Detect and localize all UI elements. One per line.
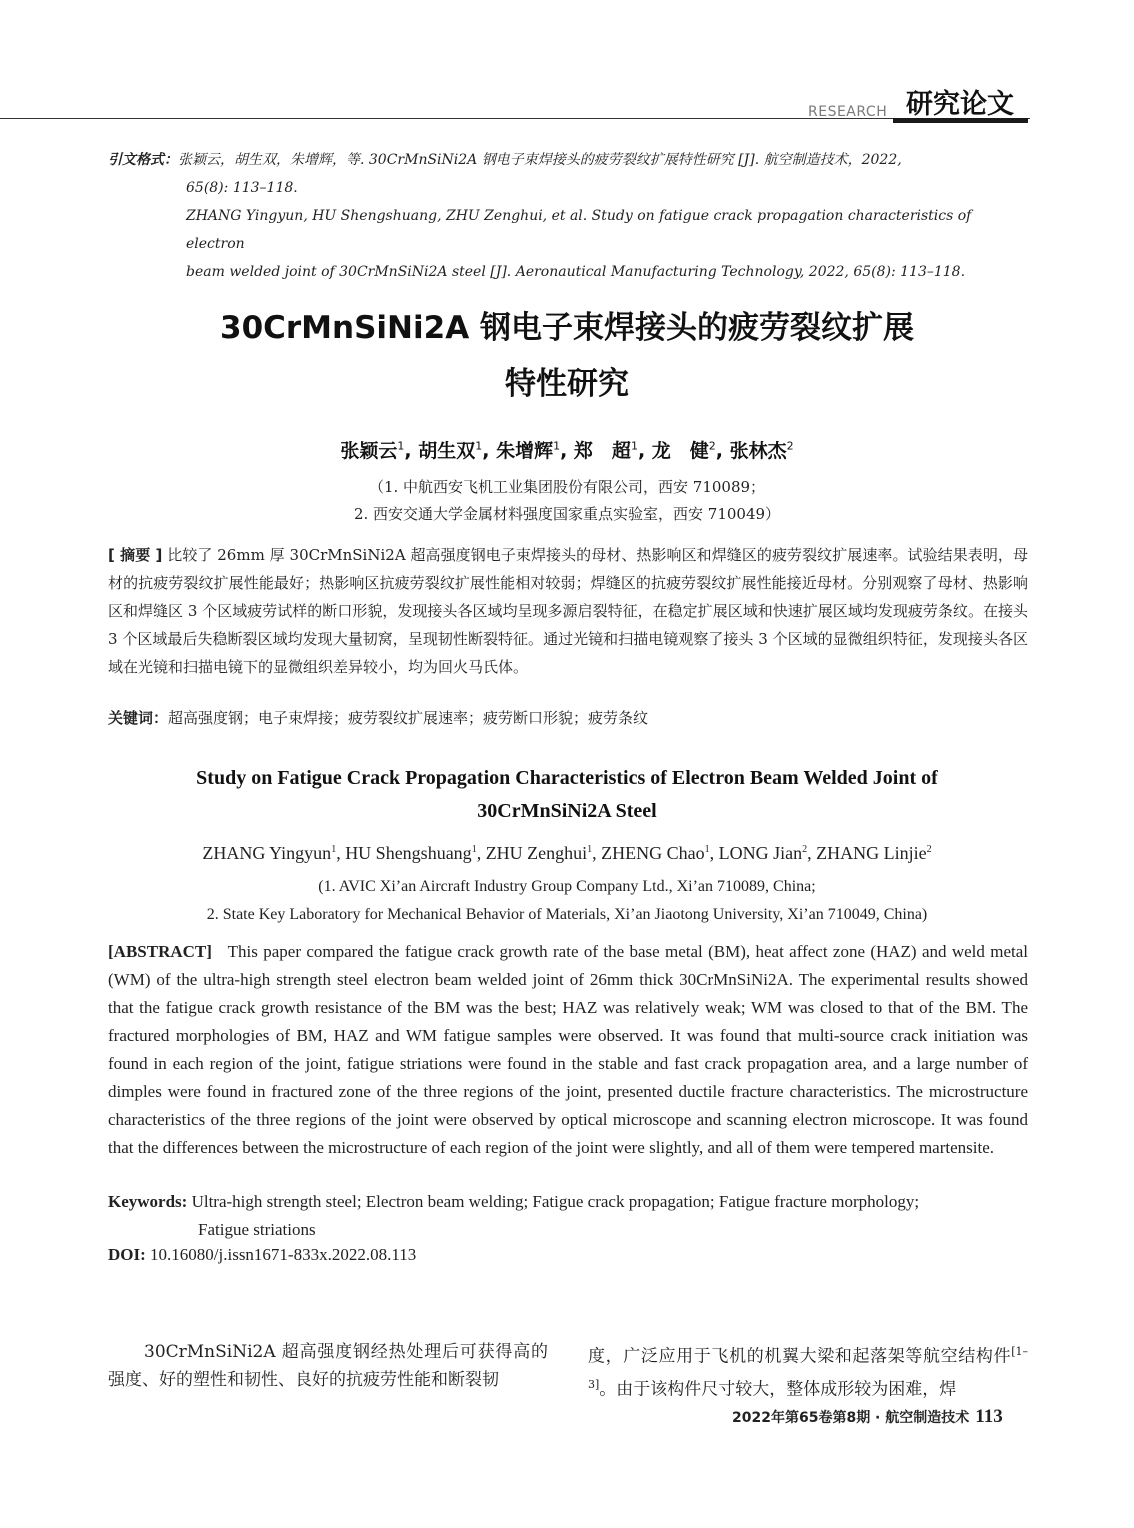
- cn-author: 朱增辉: [496, 440, 554, 462]
- page-number: 113: [975, 1406, 1003, 1427]
- cn-authors: 张颖云$^1$, 胡生双$^1$, 朱增辉$^1$, 郑 超$^1$, 龙 健$^2$, 张林杰$^2$: [340, 439, 794, 462]
- citation-cn-line2: 65(8): 113–118.: [186, 180, 298, 196]
- cn-keywords-text: 超高强度钢；电子束焊接；疲劳裂纹扩展速率；疲劳断口形貌；疲劳条纹: [168, 709, 649, 727]
- citation-en-line1: ZHANG Yingyun, HU Shengshuang, ZHU Zenghui, et al. Study on fatigue crack propagation characteristics of electron: [186, 208, 972, 252]
- en-author-aff: 2: [802, 844, 808, 855]
- en-affiliations: [0, 873, 1134, 929]
- en-author-aff: 1: [587, 844, 593, 855]
- en-author-aff: 1: [331, 844, 337, 855]
- en-author: ZHANG Linjie: [816, 843, 927, 863]
- en-author: HU Shengshuang: [345, 843, 472, 863]
- en-author-aff: 1: [471, 844, 477, 855]
- cn-author-aff: 1: [630, 439, 638, 453]
- en-title-line1: Study on Fatigue Crack Propagation Characteristics of Electron Beam Welded Joint of: [196, 767, 938, 789]
- citation-cn-line1: 张颖云，胡生双，朱增辉，等. 30CrMnSiNi2A 钢电子束焊接头的疲劳裂纹扩展特性研究 [J]. 航空制造技术，2022,: [178, 152, 902, 168]
- body-col2-text-a: 度，广泛应用于飞机的机翼大梁和起落架等航空结构件: [588, 1346, 1012, 1367]
- cn-author-aff: 1: [397, 439, 405, 453]
- cn-keywords: [108, 707, 1028, 728]
- en-abstract-label: [ABSTRACT]: [108, 942, 212, 961]
- citation-label: 引文格式：: [108, 152, 178, 168]
- cn-author-aff: 2: [786, 439, 794, 453]
- en-author: ZHU Zenghui: [485, 843, 588, 863]
- en-keywords: [108, 1188, 1028, 1244]
- citation-en-line2: beam welded joint of 30CrMnSiNi2A steel [J]. Aeronautical Manufacturing Technology, 2022, 65(8): 113–118.: [186, 264, 966, 280]
- en-aff-line2: 2. State Key Laboratory for Mechanical Behavior of Materials, Xi’an Jiaotong University, Xi’an 710049, China): [206, 906, 928, 923]
- en-author-aff: 1: [704, 844, 710, 855]
- doi-value[interactable]: 10.16080/j.issn1671-833x.2022.08.113: [150, 1245, 417, 1264]
- doi-label: DOI:: [108, 1245, 146, 1264]
- cn-abstract-label: [ 摘要 ]: [108, 546, 163, 564]
- cn-aff-line1: （1. 中航西安飞机工业集团股份有限公司，西安 710089；: [368, 478, 766, 496]
- section-label-cn: 研究论文: [906, 89, 1014, 120]
- cn-title: [0, 300, 1134, 412]
- cn-abstract: [108, 541, 1028, 681]
- cn-author: 胡生双: [418, 440, 476, 462]
- body-column-right: [588, 1338, 1028, 1403]
- cn-title-line1: 30CrMnSiNi2A 钢电子束焊接头的疲劳裂纹扩展: [220, 310, 914, 346]
- en-keywords-label: Keywords:: [108, 1192, 188, 1211]
- en-aff-line1: (1. AVIC Xi’an Aircraft Industry Group Company Ltd., Xi’an 710089, China;: [318, 878, 816, 895]
- footer-journal: 2022年第65卷第8期 · 航空制造技术: [732, 1410, 970, 1426]
- cn-author: 龙 健: [651, 440, 709, 462]
- cn-aff-line2: 2. 西安交通大学金属材料强度国家重点实验室，西安 710049）: [353, 505, 781, 523]
- en-abstract: [108, 938, 1028, 1162]
- cn-author-aff: 1: [475, 439, 483, 453]
- body-col2-text-b: 。由于该构件尺寸较大，整体成形较为困难，焊: [599, 1379, 957, 1400]
- en-keywords-line2: Fatigue striations: [198, 1220, 316, 1239]
- doi: [108, 1245, 416, 1265]
- en-title: [0, 762, 1134, 828]
- en-author-aff: 2: [926, 844, 932, 855]
- en-keywords-line1: Ultra-high strength steel; Electron beam welding; Fatigue crack propagation; Fatigue fracture morphology;: [191, 1192, 920, 1211]
- en-author: ZHENG Chao: [601, 843, 705, 863]
- cn-author: 郑 超: [573, 440, 631, 462]
- cn-author-aff: 2: [708, 439, 716, 453]
- cn-author: 张颖云: [340, 440, 398, 462]
- en-title-line2: 30CrMnSiNi2A Steel: [477, 800, 657, 822]
- en-author: LONG Jian: [718, 843, 803, 863]
- section-label-en: RESEARCH: [808, 104, 888, 120]
- cn-author: 张林杰: [729, 440, 787, 462]
- en-authors: ZHANG Yingyun$^1$, HU Shengshuang$^1$, ZHU Zenghui$^1$, ZHENG Chao$^1$, LONG Jian$^2$, ZHANG Linjie$^2$: [202, 843, 932, 863]
- body-column-left: [108, 1338, 548, 1394]
- en-abstract-text: This paper compared the fatigue crack growth rate of the base metal (BM), heat affect zone (HAZ) and weld metal (WM) of the ultra-high strength steel electron beam welded joint of 26mm thick 30CrMnSiNi2A. The experimental results showed that the fatigue crack growth resistance of the BM was the best; HAZ was relatively weak; WM was closed to that of the BM. The fractured morphologies of BM, HAZ and WM fatigue samples were observed. It was found that multi-source crack initiation was found in each region of the joint, fatigue striations were found in the stable and fast crack propagation area, and a large number of dimples were found in fractured zone of the three regions of the joint, presented ductile fracture characteristics. The microstructure characteristics of the three regions of the joint were observed by optical microscope and scanning electron microscope. It was found that the differences between the microstructure of each region of the joint were slightly, and all of them were tempered martensite.: [108, 942, 1028, 1157]
- body-col1-text: 30CrMnSiNi2A 超高强度钢经热处理后可获得高的强度、好的塑性和韧性、良好的抗疲劳性能和断裂韧: [108, 1342, 548, 1390]
- cn-keywords-label: 关键词：: [108, 709, 169, 727]
- cn-affiliations: [0, 474, 1134, 528]
- cn-author-aff: 1: [553, 439, 561, 453]
- page-footer: [732, 1406, 1003, 1428]
- cn-title-line2: 特性研究: [505, 366, 629, 402]
- citation-block: [108, 146, 1028, 286]
- en-author: ZHANG Yingyun: [202, 843, 332, 863]
- body-col2-ref[interactable]: [1–3]: [588, 1345, 1028, 1391]
- cn-abstract-text: 比较了 26mm 厚 30CrMnSiNi2A 超高强度钢电子束焊接头的母材、热影响区和焊缝区的疲劳裂纹扩展速率。试验结果表明，母材的抗疲劳裂纹扩展性能最好；热影响区抗疲劳裂纹扩展性能相对较弱；焊缝区的抗疲劳裂纹扩展性能接近母材。分别观察了母材、热影响区和焊缝区 3 个区域疲劳试样的断口形貌，发现接头各区域均呈现多源启裂特征，在稳定扩展区域和快速扩展区域均发现疲劳条纹。在接头 3 个区域最后失稳断裂区域均发现大量韧窝，呈现韧性断裂特征。通过光镜和扫描电镜观察了接头 3 个区域的显微组织特征，发现接头各区域在光镜和扫描电镜下的显微组织差异较小，均为回火马氏体。: [108, 546, 1028, 676]
